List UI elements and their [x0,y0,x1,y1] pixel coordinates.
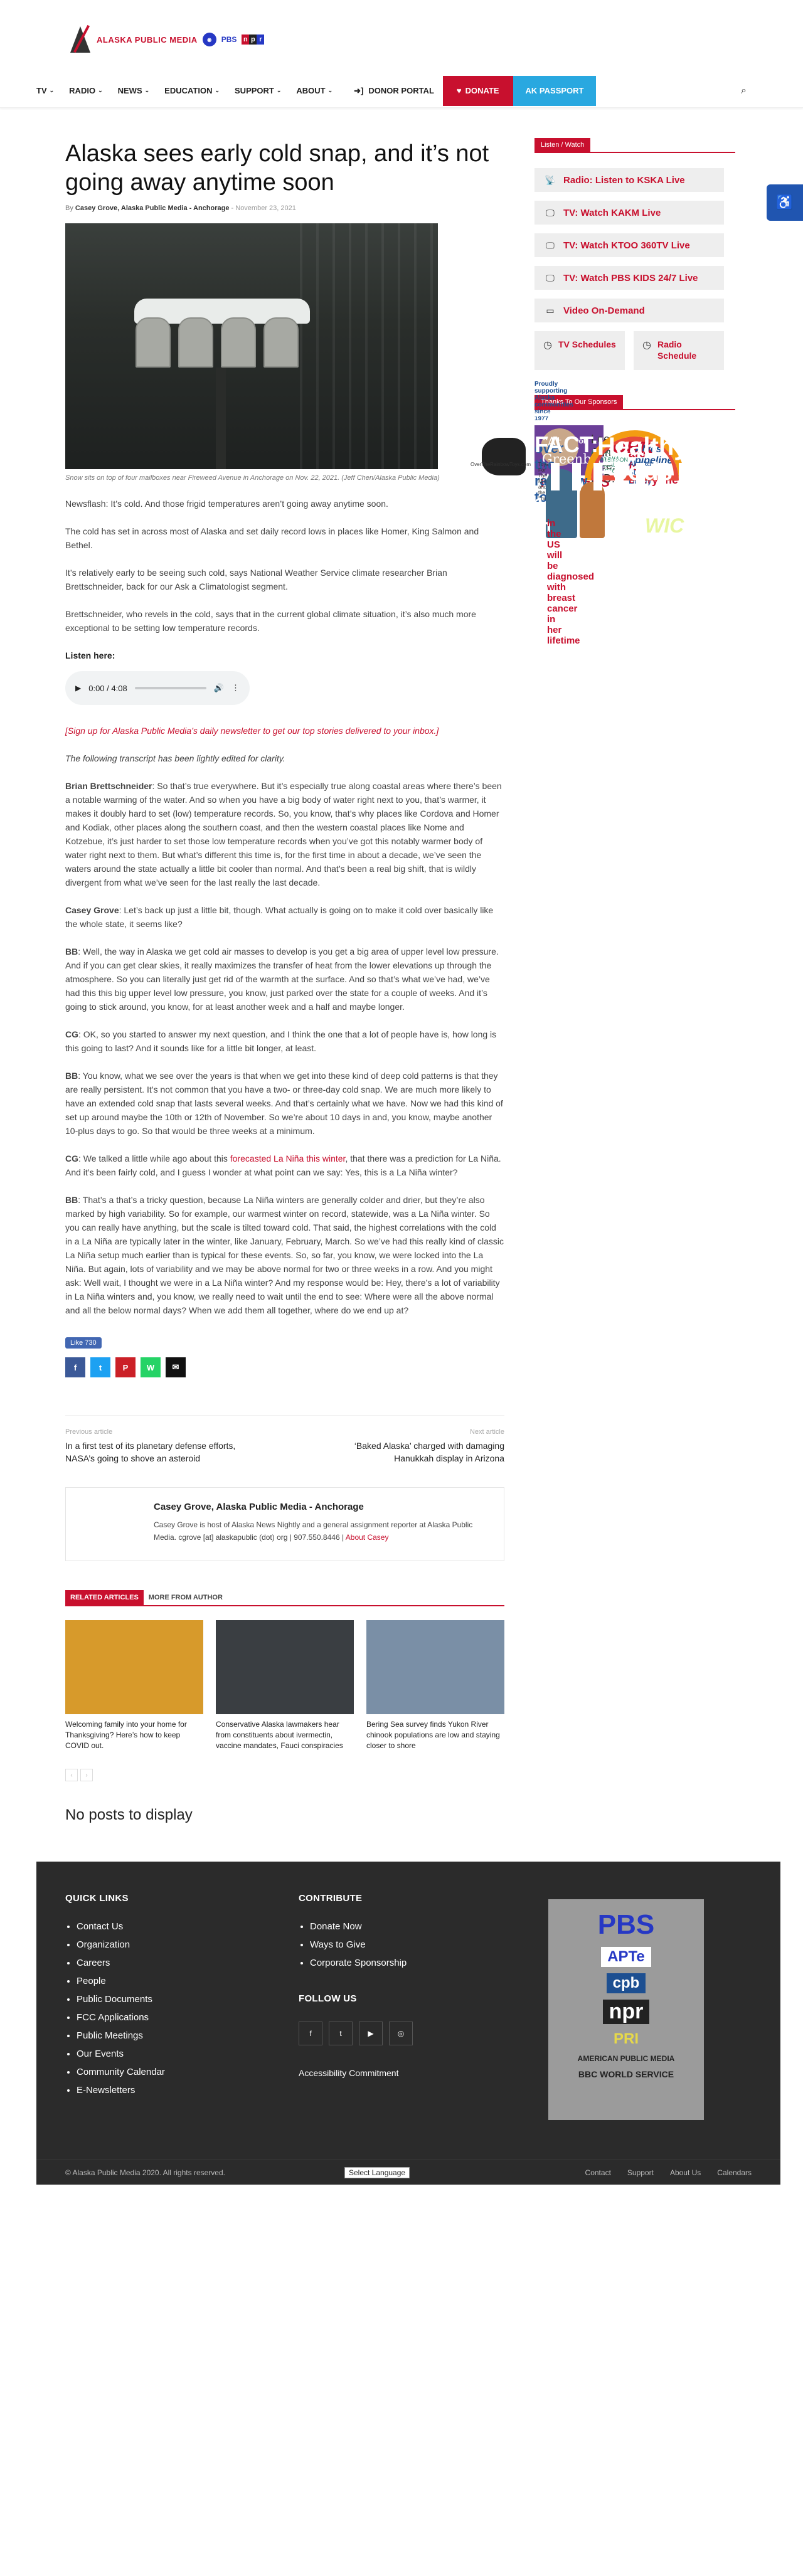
chevron-down-icon: ⌄ [144,87,150,93]
related-thumbnail[interactable] [216,1620,354,1714]
site-logo-icon[interactable] [70,24,92,54]
ak-passport-button[interactable]: AK PASSPORT [513,76,597,106]
facebook-like-button[interactable]: Like 730 [65,1337,102,1349]
paragraph: Brettschneider, who revels in the cold, says that in the current global climate situation, it’s also much more exceptional to be setting low temperature records. [65,609,476,633]
radio-schedule-link[interactable]: ◷ Radio Schedule [634,331,724,370]
transcript-note: The following transcript has been lightly edited for clarity. [65,753,285,763]
site-logo[interactable] [97,33,264,46]
related-thumbnail[interactable] [65,1620,203,1714]
author-name[interactable]: Casey Grove, Alaska Public Media - Anchorage [154,1502,364,1512]
transcript-entry: BB: You know, what we see over the years is that when we get into these kind of deep cold patterns is that they are really persistent. It’s not common that you have a two- or three-day cold snap. We are much more likely to have an extended cold snap that lasts several weeks. And that’s certainly what we have. Now we had this kind of set up around maybe the 10th or 12th of November. So we’re about 10 days in and, you know, maybe another 10-plus days to go. So that would be three weeks at a minimum. [65,1071,503,1136]
related-card[interactable] [366,1620,504,1751]
post-navigation [65,1415,504,1465]
footer-link[interactable]: • Public Meetings [77,2030,165,2041]
author-bio: Casey Grove is host of Alaska News Nightly and a general assignment reporter at Alaska Public Media. cgrove [at] alaskapublic (dot) org | 907.550.8446 | About Casey [154,1520,473,1542]
watch-item-pbs-kids[interactable]: 🖵 TV: Watch PBS KIDS 24/7 Live [534,266,724,290]
footer-link[interactable]: • Our Events [77,2049,165,2059]
page-title: Alaska sees early cold snap, and it’s not going away anytime soon [65,140,489,196]
byline: By Casey Grove, Alaska Public Media - Anchorage - November 23, 2021 [65,204,296,212]
follow-us-heading: FOLLOW US [299,1993,357,2004]
related-title[interactable]: Conservative Alaska lawmakers hear from constituents about ivermectin, vaccine mandates, Fauci conspiracies [216,1720,343,1750]
footer-link[interactable]: • Organization [77,1939,165,1950]
bottom-link[interactable]: Support [627,2168,654,2177]
copyright: © Alaska Public Media 2020. All rights reserved. [65,2168,225,2177]
npr-letter: r [257,34,264,45]
chevron-down-icon: ⌄ [327,87,333,93]
image-caption: Snow sits on top of four mailboxes near Fireweed Avenue in Anchorage on Nov. 22, 2021. (Jeff Chen/Alaska Public Media) [65,474,440,482]
related-title[interactable]: Bering Sea survey finds Yukon River chinook populations are low and staying closer to shore [366,1720,500,1750]
pbs-logo-text: PBS [221,35,237,44]
clock-icon: ◷ [642,340,651,351]
pri-logo[interactable]: PRI [613,2030,639,2047]
related-grid [65,1620,504,1751]
author-box [65,1487,504,1561]
accessibility-link[interactable]: Accessibility Commitment [299,2068,399,2078]
chevron-down-icon: ⌄ [215,87,220,93]
listen-watch-heading: Listen / Watch [534,138,590,152]
related-card[interactable] [65,1620,203,1751]
related-title[interactable]: Welcoming family into your home for Thanksgiving? Here’s how to keep COVID out. [65,1720,187,1750]
paragraph: It’s relatively early to be seeing such cold, says National Weather Service climate researcher Brian Brettschneider, back for our Ask a Climatologist segment. [65,568,447,591]
pagination [65,1769,504,1781]
footer-link[interactable]: • FCC Applications [77,2012,165,2023]
nav-item-radio[interactable]: RADIO ⌄ [69,86,103,95]
schedule-links [534,331,735,370]
brand-name: ALASKA PUBLIC MEDIA [97,34,198,45]
related-tabs [65,1590,504,1606]
heart-icon: ♥ [456,86,462,95]
contribute-heading: CONTRIBUTE [299,1893,363,1904]
newsletter-signup-link[interactable]: [Sign up for Alaska Public Media’s daily newsletter to get our top stories delivered to your inbox.] [65,726,439,736]
watch-item-kakm[interactable]: 🖵 TV: Watch KAKM Live [534,201,724,225]
bottom-links [585,2168,752,2177]
footer-link[interactable]: • Corporate Sponsorship [310,1958,413,1968]
sign-in-icon: ➜] [354,85,364,95]
paragraph: Newsflash: It’s cold. And those frigid temperatures aren’t going away anytime soon. [65,499,388,509]
radio-icon: 📡 [545,174,556,185]
tv-icon: 🖵 [546,207,555,218]
footer-link[interactable]: • E-Newsletters [77,2085,165,2096]
youtube-icon[interactable]: ▶ [359,2022,383,2045]
sponsors-heading: Thanks To Our Sponsors [534,395,623,409]
paragraph: The cold has set in across most of Alaska and set daily record lows in places like Homer, King Salmon and Bethel. [65,526,479,550]
bottom-bar [36,2160,780,2185]
sidebar [534,108,735,1862]
npr-letter: n [242,34,249,45]
chevron-down-icon: ⌄ [276,87,282,93]
article-body [65,497,504,1317]
related-thumbnail[interactable] [366,1620,504,1714]
footer-link[interactable]: • Ways to Give [310,1939,413,1950]
bottom-link[interactable]: Contact [585,2168,611,2177]
bottom-link[interactable]: About Us [669,2168,701,2177]
watch-item-ktoo[interactable]: 🖵 TV: Watch KTOO 360TV Live [534,233,724,257]
share-buttons [65,1357,504,1377]
logo-row [0,0,803,74]
pinterest-share-icon[interactable]: P [115,1357,136,1377]
tv-schedules-link[interactable]: ◷ TV Schedules [534,331,625,370]
chevron-down-icon: ⌄ [98,87,103,93]
transcript-entry: Casey Grove: Let’s back up just a little bit, though. What actually is going on to make it cold over basically like the whole state, it seems like? [65,905,494,929]
bottom-link[interactable]: Calendars [717,2168,752,2177]
twitter-icon[interactable]: t [329,2022,353,2045]
nav-item-support[interactable]: SUPPORT ⌄ [235,86,282,95]
transcript-entry: CG: OK, so you started to answer my next question, and I think the one that a lot of people have is, how long is this going to last? And it sounds like for a little bit longer, at least. [65,1029,497,1053]
footer-link[interactable]: • People [77,1976,165,1986]
partner-logos [548,1899,704,2120]
transcript-entry: Brian Brettschneider: So that’s true everywhere. But it’s especially true along coastal areas where there’s been a notable warming of the water. And so when you have a big body of water right next to you, that’s warmer, it makes it doubly hard to set (low) temperature records. So, you know, that’s why places like Cordova and Homer and Kodiak, other places along the southern coast, and then the western coastal places like Nome and Kotzebue, it’s just harder to set those low temperature records when you’ve got this notably warmer body of water right next to them. But what’s different this time is, for the first time in about a decade, we’ve seen the waters around the state actually a little bit cooler than normal. And that’s been a real big shift, that is wildly divergent from what we’ve seen for the last really the last decade. [65,781,502,888]
watch-item-video-on-demand[interactable]: ▭ Video On-Demand [534,299,724,322]
search-icon[interactable]: ⌕ [741,85,747,96]
npr-letter: p [249,34,257,45]
article [65,108,504,1862]
volume-icon[interactable]: 🔊 [213,683,224,692]
video-icon: ▭ [546,305,555,315]
clock-icon: ◷ [543,340,552,351]
prev-page-icon[interactable]: ‹ [65,1769,78,1781]
related-card[interactable] [216,1620,354,1751]
donate-button[interactable]: ♥ DONATE [443,76,513,106]
site-footer [36,1862,780,2160]
apm-logo[interactable]: AMERICAN PUBLIC MEDIA [577,2054,675,2063]
nav-item-tv[interactable]: TV ⌄ [36,86,55,95]
more-options-icon[interactable]: ⋮ [231,683,240,692]
audio-player[interactable] [65,671,250,705]
listen-heading: Listen here: [65,650,115,660]
transcript-entry: BB: That’s a that’s a tricky question, because La Niña winters are generally colder and drier, but they’re also marked by high variability. So for example, our warmest winter on record, statewide, was a La Niña winter. So you can really have anything, but the scale is tilted toward cold. That said, the highest correlations with the cold in a La Niña are typically later in the winter, like January, February, March. So we’ve had this really kind of classic La Niña setup much earlier than is typical for these events. So, so far, you know, we were locked into the La Niña. But again, lots of variability and we may be above normal for two or three weeks in a row. And you might ask: Well wait, I thought we were in a La Niña winter? And my response would be: Hey, there’s a lot of variability in La Niña winters and, you know, we really need to wait until the end to see: Where were all the above normal and all the below normal days? When we add them all together, where do we end up at? [65,1195,504,1315]
transcript-entry: BB: Well, the way in Alaska we get cold air masses to develop is you get a big area of upper level low pressure. And if you can get clear skies, it really maximizes the transfer of heat from the lower elevations up through the atmosphere. So you can literally just get rid of the warmth at the surface. And so that’s what we’ve had, we’ve had this this big upper level low pressure, you know, just parked over the state for a couple of weeks. And it’s going to stick around, you know, for at least another week and a half and maybe longer. [65,946,499,1012]
publish-date: - November 23, 2021 [229,204,296,212]
contribute [299,1893,413,2078]
next-article-link[interactable]: Next article ‘Baked Alaska’ charged with damaging Hanukkah display in Arizona [354,1428,504,1463]
site-header [0,0,803,108]
la-nina-link[interactable]: forecasted La Niña this winter [230,1153,346,1163]
facebook-icon[interactable]: f [299,2022,322,2045]
about-author-link[interactable]: About Casey [345,1533,389,1542]
pbs-logo[interactable]: PBS [597,1909,655,1940]
footer-link[interactable]: • Public Documents [77,1994,165,2005]
author-link[interactable]: Casey Grove, Alaska Public Media - Anchorage [75,204,230,212]
watch-item-ksk-radio[interactable]: 📡 Radio: Listen to KSKA Live [534,168,724,192]
instagram-icon[interactable]: ◎ [389,2022,413,2045]
accessibility-icon[interactable]: ♿ [767,184,803,221]
audio-progress-bar[interactable] [135,687,206,689]
donor-portal-link[interactable]: ➜] DONOR PORTAL [354,85,434,95]
quick-links-heading: QUICK LINKS [65,1893,129,1904]
email-share-icon[interactable]: ✉ [166,1357,186,1377]
no-posts-message: No posts to display [65,1806,193,1823]
quick-links [65,1893,165,2103]
npr-logo[interactable]: npr [603,2000,650,2024]
facebook-share-icon[interactable]: f [65,1357,85,1377]
footer-link[interactable]: • Careers [77,1958,165,1968]
cpb-logo[interactable]: cpb [607,1973,646,1993]
avatar [78,1502,141,1552]
nav-item-education[interactable]: EDUCATION ⌄ [164,86,220,95]
bbc-logo[interactable]: BBC WORLD SERVICE [578,2069,674,2079]
previous-article-link[interactable]: Previous article In a first test of its planetary defense efforts, NASA’s going to shove an asteroid [65,1428,236,1463]
tab-more-from-author[interactable]: MORE FROM AUTHOR [148,1594,223,1601]
pbs-logo-icon: ◉ [203,33,216,46]
transcript-entry: CG: We talked a little while ago about this forecasted La Niña this winter, that there was a prediction for La Niña. And it’s been fairly cold, and I guess I wonder at what point can we say: Yes, this is a La Niña winter? [65,1153,501,1177]
next-page-icon[interactable]: › [80,1769,93,1781]
nav-item-news[interactable]: NEWS ⌄ [117,86,150,95]
page [0,108,803,1862]
play-icon[interactable]: ▶ [75,684,82,692]
social-links [299,2022,413,2045]
apte-logo[interactable]: APTe [601,1947,651,1967]
tv-icon: 🖵 [546,272,555,283]
footer-link[interactable]: • Donate Now [310,1921,413,1932]
nav-item-about[interactable]: ABOUT ⌄ [296,86,333,95]
whatsapp-share-icon[interactable]: W [141,1357,161,1377]
twitter-share-icon[interactable]: t [90,1357,110,1377]
language-select[interactable]: Select Language [344,2167,410,2178]
main-nav [0,74,803,108]
footer-link[interactable]: • Contact Us [77,1921,165,1932]
featured-image [65,223,438,469]
footer-link[interactable]: • Community Calendar [77,2067,165,2077]
chevron-down-icon: ⌄ [49,87,55,93]
npr-logo [242,34,264,45]
tv-icon: 🖵 [546,240,555,250]
audio-time: 0:00 / 4:08 [88,683,127,693]
tab-related-articles[interactable]: RELATED ARTICLES [65,1590,144,1605]
